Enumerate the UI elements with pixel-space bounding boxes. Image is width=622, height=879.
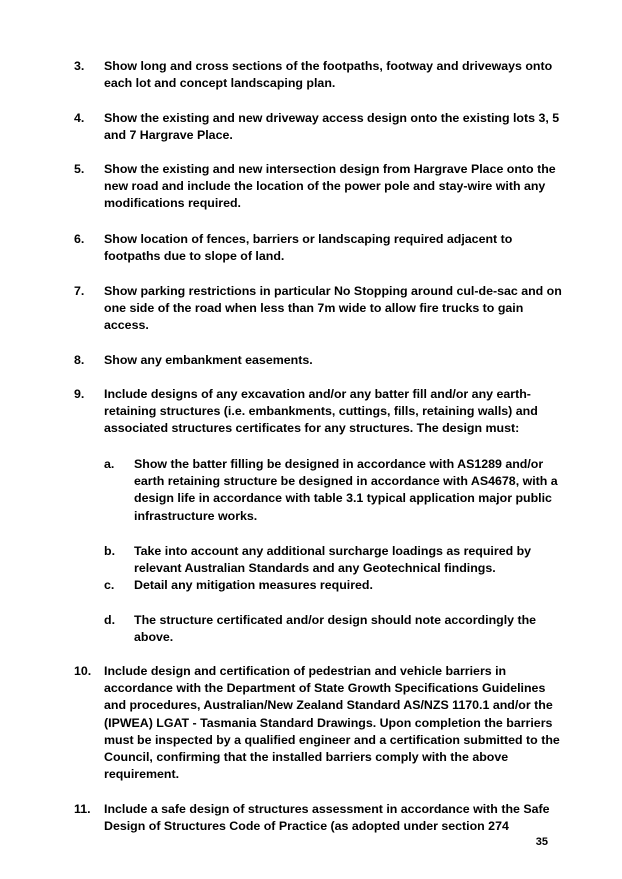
item-text: Show the existing and new driveway access design onto the existing lots 3, 5 and 7 Hargrave Place. <box>104 111 560 143</box>
subitem-text: Take into account any additional surcharge loadings as required by relevant Australian Standards and any Geotechnical findings. <box>134 544 532 576</box>
item-text: Show location of fences, barriers or landscaping required adjacent to footpaths due to slope of land. <box>104 232 513 264</box>
item-number: 11. <box>74 802 91 816</box>
item-number: 3. <box>74 59 85 73</box>
subitem-text: Detail any mitigation measures required. <box>134 578 373 592</box>
item-text: Show long and cross sections of the footpaths, footway and driveways onto each lot and concept landscaping plan. <box>104 59 553 91</box>
subitem-letter: c. <box>104 578 115 592</box>
item-text: Show the existing and new intersection design from Hargrave Place onto the new road and include the location of the power pole and stay-wire with any modifications required. <box>104 162 556 211</box>
subitem-letter: b. <box>104 544 116 558</box>
subitem-text: The structure certificated and/or design should note accordingly the above. <box>134 613 537 645</box>
item-number: 4. <box>74 111 85 125</box>
subitem-letter: d. <box>104 613 116 627</box>
page-number: 35 <box>535 836 548 848</box>
item-number: 10. <box>74 664 92 678</box>
item-text: Include designs of any excavation and/or any batter fill and/or any earth-retaining structures (i.e. embankments, cuttings, fills, retaining walls) and associated structures certificates for any structures. The design must: <box>104 387 538 436</box>
item-number: 6. <box>74 232 85 246</box>
item-text: Show any embankment easements. <box>104 353 313 367</box>
item-number: 9. <box>74 387 85 401</box>
item-number: 5. <box>74 162 85 176</box>
subitem-text: Show the batter filling be designed in accordance with AS1289 and/or earth retaining structure be designed in accordance with AS4678, with a design life in accordance with table 3.1 typical application major public infrastructure works. <box>134 457 558 523</box>
item-number: 7. <box>74 284 85 298</box>
item-text: Include a safe design of structures assessment in accordance with the Safe Design of Structures Code of Practice (as adopted under section 274 <box>104 802 550 834</box>
item-text: Include design and certification of pedestrian and vehicle barriers in accordance with the Department of State Growth Specifications Guidelines and procedures, Australian/New Zealand Standard AS/NZS 1170.1 and/or the (IPWEA) LGAT - Tasmania Standard Drawings. Upon completion the barriers must be inspected by a qualified engineer and a certification submitted to the Council, confirming that the installed barriers comply with the above requirement. <box>104 664 560 782</box>
item-text: Show parking restrictions in particular No Stopping around cul-de-sac and on one side of the road when less than 7m wide to allow fire trucks to gain access. <box>104 284 562 333</box>
subitem-letter: a. <box>104 457 115 471</box>
item-number: 8. <box>74 353 85 367</box>
